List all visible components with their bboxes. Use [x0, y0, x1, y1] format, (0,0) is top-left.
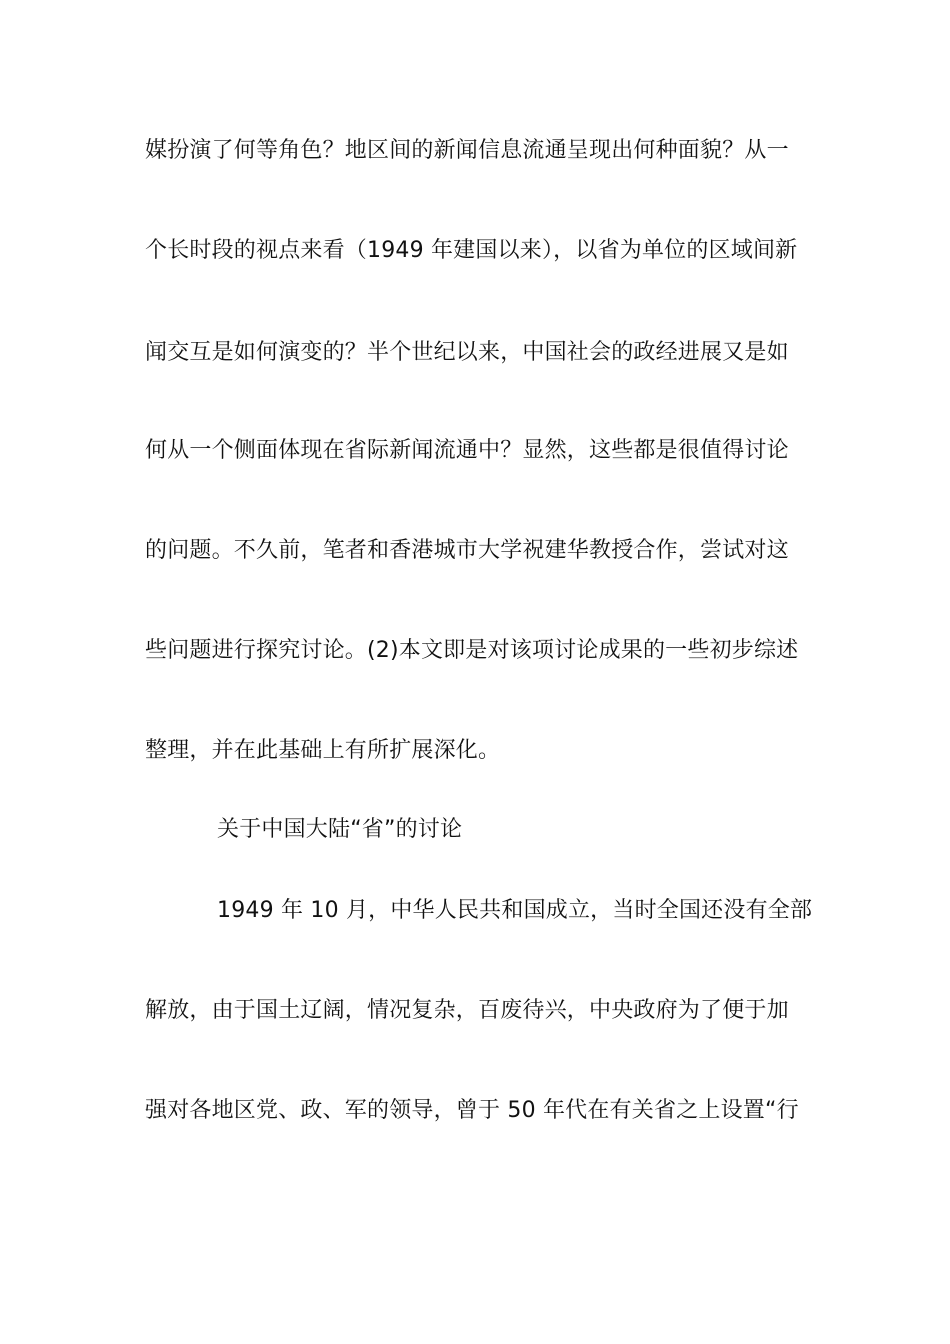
- paragraph-line: 媒扮演了何等角色？地区间的新闻信息流通呈现出何种面貌？从一: [145, 138, 789, 163]
- paragraph-line: 解放，由于国土辽阔，情况复杂，百废待兴，中央政府为了便于加: [145, 998, 789, 1023]
- paragraph-line: 些问题进行探究讨论。(2)本文即是对该项讨论成果的一些初步综述: [145, 638, 799, 663]
- paragraph-line: 1949 年 10 月，中华人民共和国成立，当时全国还没有全部: [217, 898, 813, 923]
- paragraph-line: 的问题。不久前，笔者和香港城市大学祝建华教授合作，尝试对这: [145, 538, 789, 563]
- section-heading: 关于中国大陆“省”的讨论: [217, 817, 463, 842]
- paragraph-line: 何从一个侧面体现在省际新闻流通中？显然，这些都是很值得讨论: [145, 438, 789, 463]
- paragraph-line: 个长时段的视点来看（1949 年建国以来），以省为单位的区域间新: [145, 238, 798, 263]
- paragraph-line: 闻交互是如何演变的？半个世纪以来，中国社会的政经进展又是如: [145, 340, 789, 365]
- paragraph-line: 整理，并在此基础上有所扩展深化。: [145, 738, 501, 763]
- paragraph-line: 强对各地区党、政、军的领导，曾于 50 年代在有关省之上设置“行: [145, 1098, 799, 1123]
